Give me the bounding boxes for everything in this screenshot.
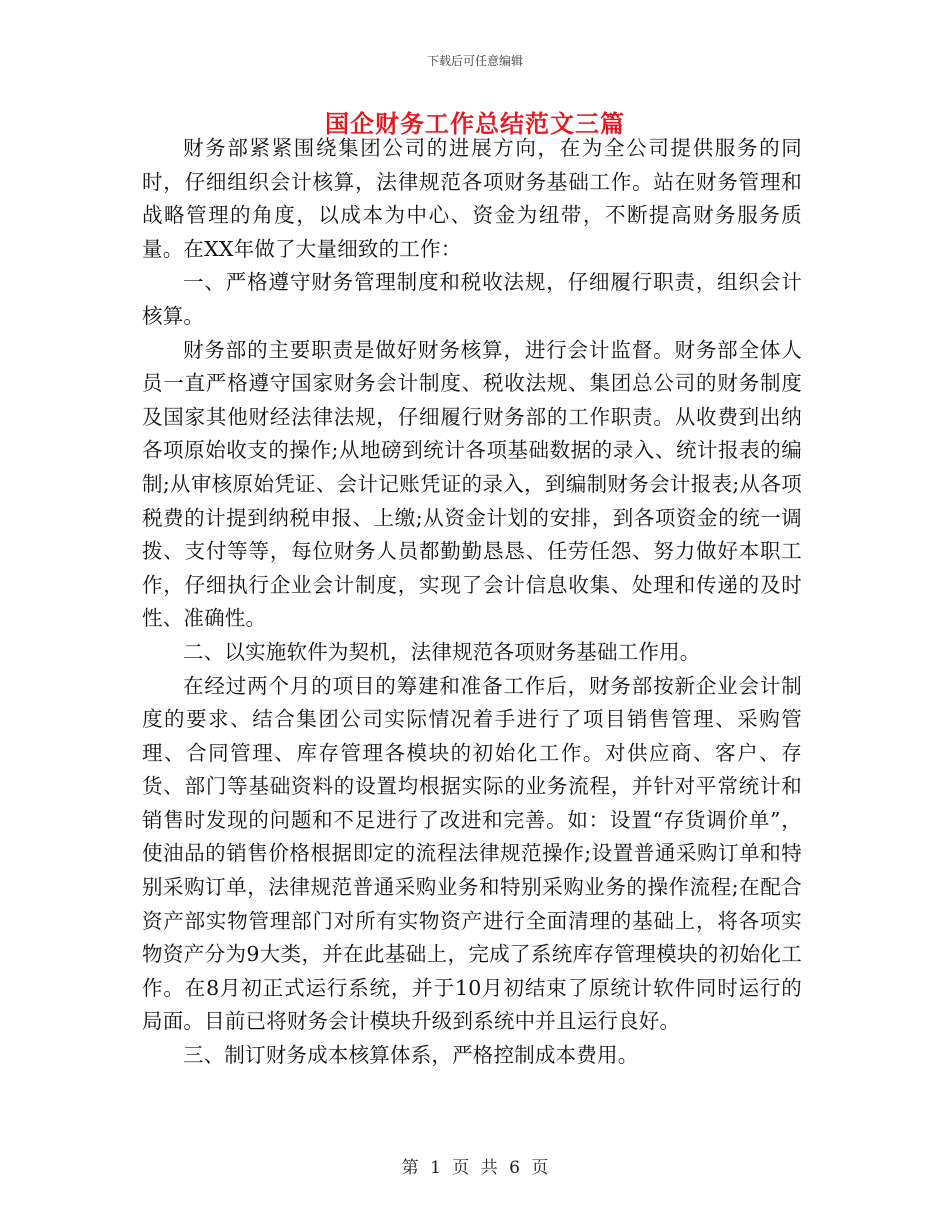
paragraph-intro: 财务部紧紧围绕集团公司的进展方向，在为全公司提供服务的同时，仔细组织会计核算，法律规范各项财务基础工作。站在财务管理和战略管理的角度，以成本为中心、资金为纽带，不断提高财务服务质量。在XX年做了大量细致的工作：: [142, 136, 802, 261]
header-note: 下载后可任意编辑: [426, 54, 523, 68]
document-title: 国企财务工作总结范文三篇: [325, 109, 625, 138]
section-heading-2: 二、以实施软件为契机，法律规范各项财务基础工作用。: [183, 639, 701, 664]
paragraph-section-2: 在经过两个月的项目的筹建和准备工作后，财务部按新企业会计制度的要求、结合集团公司实际情况着手进行了项目销售管理、采购管理、合同管理、库存管理各模块的初始化工作。对供应商、客户、存货、部门等基础资料的设置均根据实际的业务流程，并针对平常统计和销售时发现的问题和不足进行了改进和完善。如：设置“存货调价单”，使油品的销售价格根据即定的流程法律规范操作;设置普通采购订单和特别采购订单，法律规范普通采购业务和特别采购业务的操作流程;在配合资产部实物管理部门对所有实物资产进行全面清理的基础上，将各项实物资产分为9大类，并在此基础上，完成了系统库存管理模块的初始化工作。在8月初正式运行系统，并于10月初结束了原统计软件同时运行的局面。目前已将财务会计模块升级到系统中并且运行良好。: [142, 673, 802, 1034]
paragraph-section-1: 财务部的主要职责是做好财务核算，进行会计监督。财务部全体人员一直严格遵守国家财务会计制度、税收法规、集团总公司的财务制度及国家其他财经法律法规，仔细履行财务部的工作职责。从收费到出纳各项原始收支的操作;从地磅到统计各项基础数据的录入、统计报表的编制;从审核原始凭证、会计记账凭证的录入，到编制财务会计报表;从各项税费的计提到纳税申报、上缴;从资金计划的安排，到各项资金的统一调拨、支付等等，每位财务人员都勤勤恳恳、任劳任怨、努力做好本职工作，仔细执行企业会计制度，实现了会计信息收集、处理和传递的及时性、准确性。: [142, 337, 802, 631]
section-heading-1: 一、严格遵守财务管理制度和税收法规，仔细履行职责，组织会计核算。: [142, 270, 802, 328]
section-heading-3: 三、制订财务成本核算体系，严格控制成本费用。: [183, 1043, 639, 1068]
document-body: [142, 132, 802, 1073]
page-number: 第 1 页 共 6 页: [401, 1158, 549, 1178]
